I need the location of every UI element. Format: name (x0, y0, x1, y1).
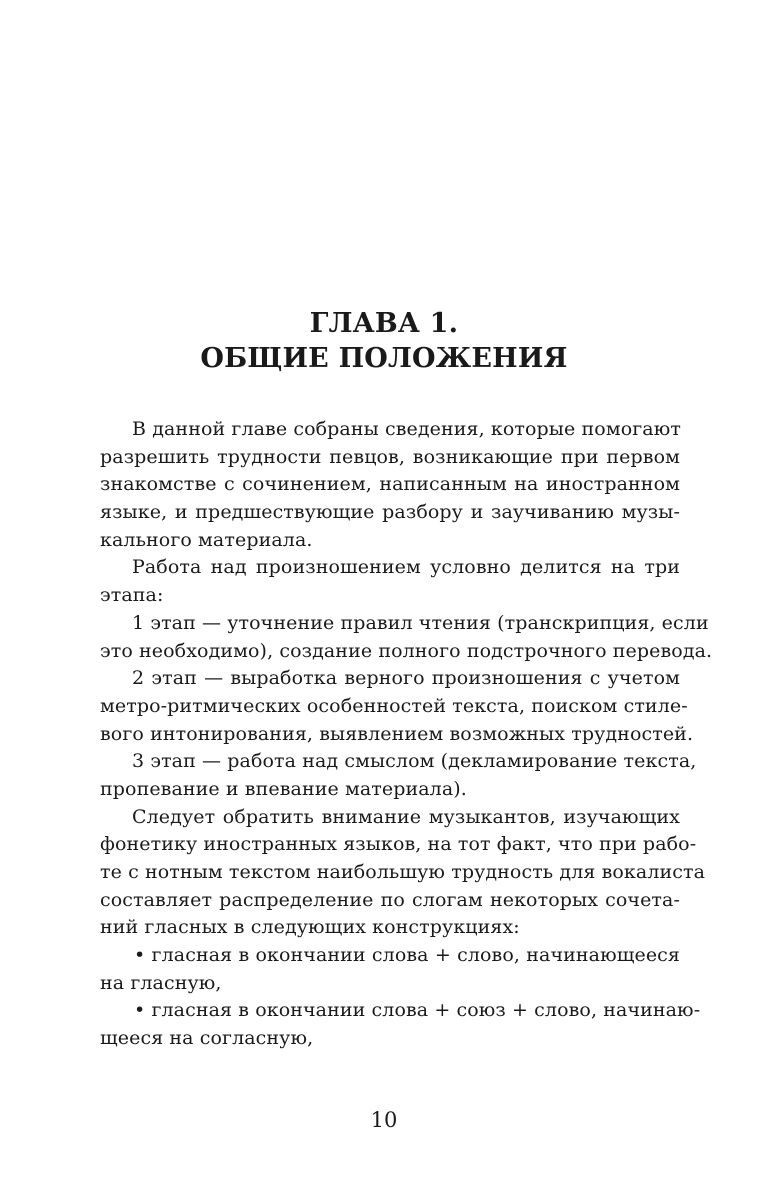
page-number: 10 (370, 1108, 398, 1132)
text-line: 3 этап — работа над смыслом (декламирование текста, (132, 750, 697, 773)
text-line: пропевание и впевание материала). (100, 777, 467, 800)
text-line: составляет распределение по слогам некоторых сочета- (100, 888, 680, 911)
text-line: 1 этап — уточнение правил чтения (транскрипция, если (132, 611, 709, 634)
text-line: кального материала. (100, 528, 313, 551)
chapter-number: ГЛАВА 1. (309, 308, 459, 339)
text-line: 2 этап — выработка верного произношения с учетом (132, 667, 680, 690)
chapter-heading (0, 306, 768, 376)
bullet-line: • гласная в окончании слова + союз + слово, начинаю- (134, 999, 701, 1022)
text-line: метро-ритмических особенностей текста, поиском стиле- (100, 694, 688, 717)
text-line: на гласную, (100, 971, 222, 994)
text-line: щееся на согласную, (100, 1027, 314, 1050)
text-line: разрешить трудности певцов, возникающие при первом (100, 445, 680, 468)
text-line: те с нотным текстом наибольшую трудность для вокалиста (100, 861, 706, 883)
text-line: ний гласных в следующих конструкциях: (100, 916, 520, 939)
text-line: вого интонирования, выявлением возможных трудностей. (100, 722, 694, 745)
text-line: этапа: (100, 584, 164, 607)
text-line: это необходимо), создание полного подстрочного перевода. (100, 639, 713, 662)
body-text (100, 416, 713, 1053)
text-line: знакомстве с сочинением, написанным на иностранном (100, 473, 680, 496)
text-line: В данной главе собраны сведения, которые помогают (132, 418, 681, 440)
bullet-line: • гласная в окончании слова + слово, начинающееся (134, 944, 680, 967)
text-line: фонетику иностранных языков, на тот факт, что при рабо- (100, 833, 697, 856)
text-line: Работа над произношением условно делится на три (132, 556, 680, 579)
chapter-title: ОБЩИЕ ПОЛОЖЕНИЯ (200, 343, 568, 374)
text-line: языке, и предшествующие разбору и заучиванию музы- (100, 501, 680, 524)
text-line: Следует обратить внимание музыкантов, изучающих (132, 805, 680, 828)
